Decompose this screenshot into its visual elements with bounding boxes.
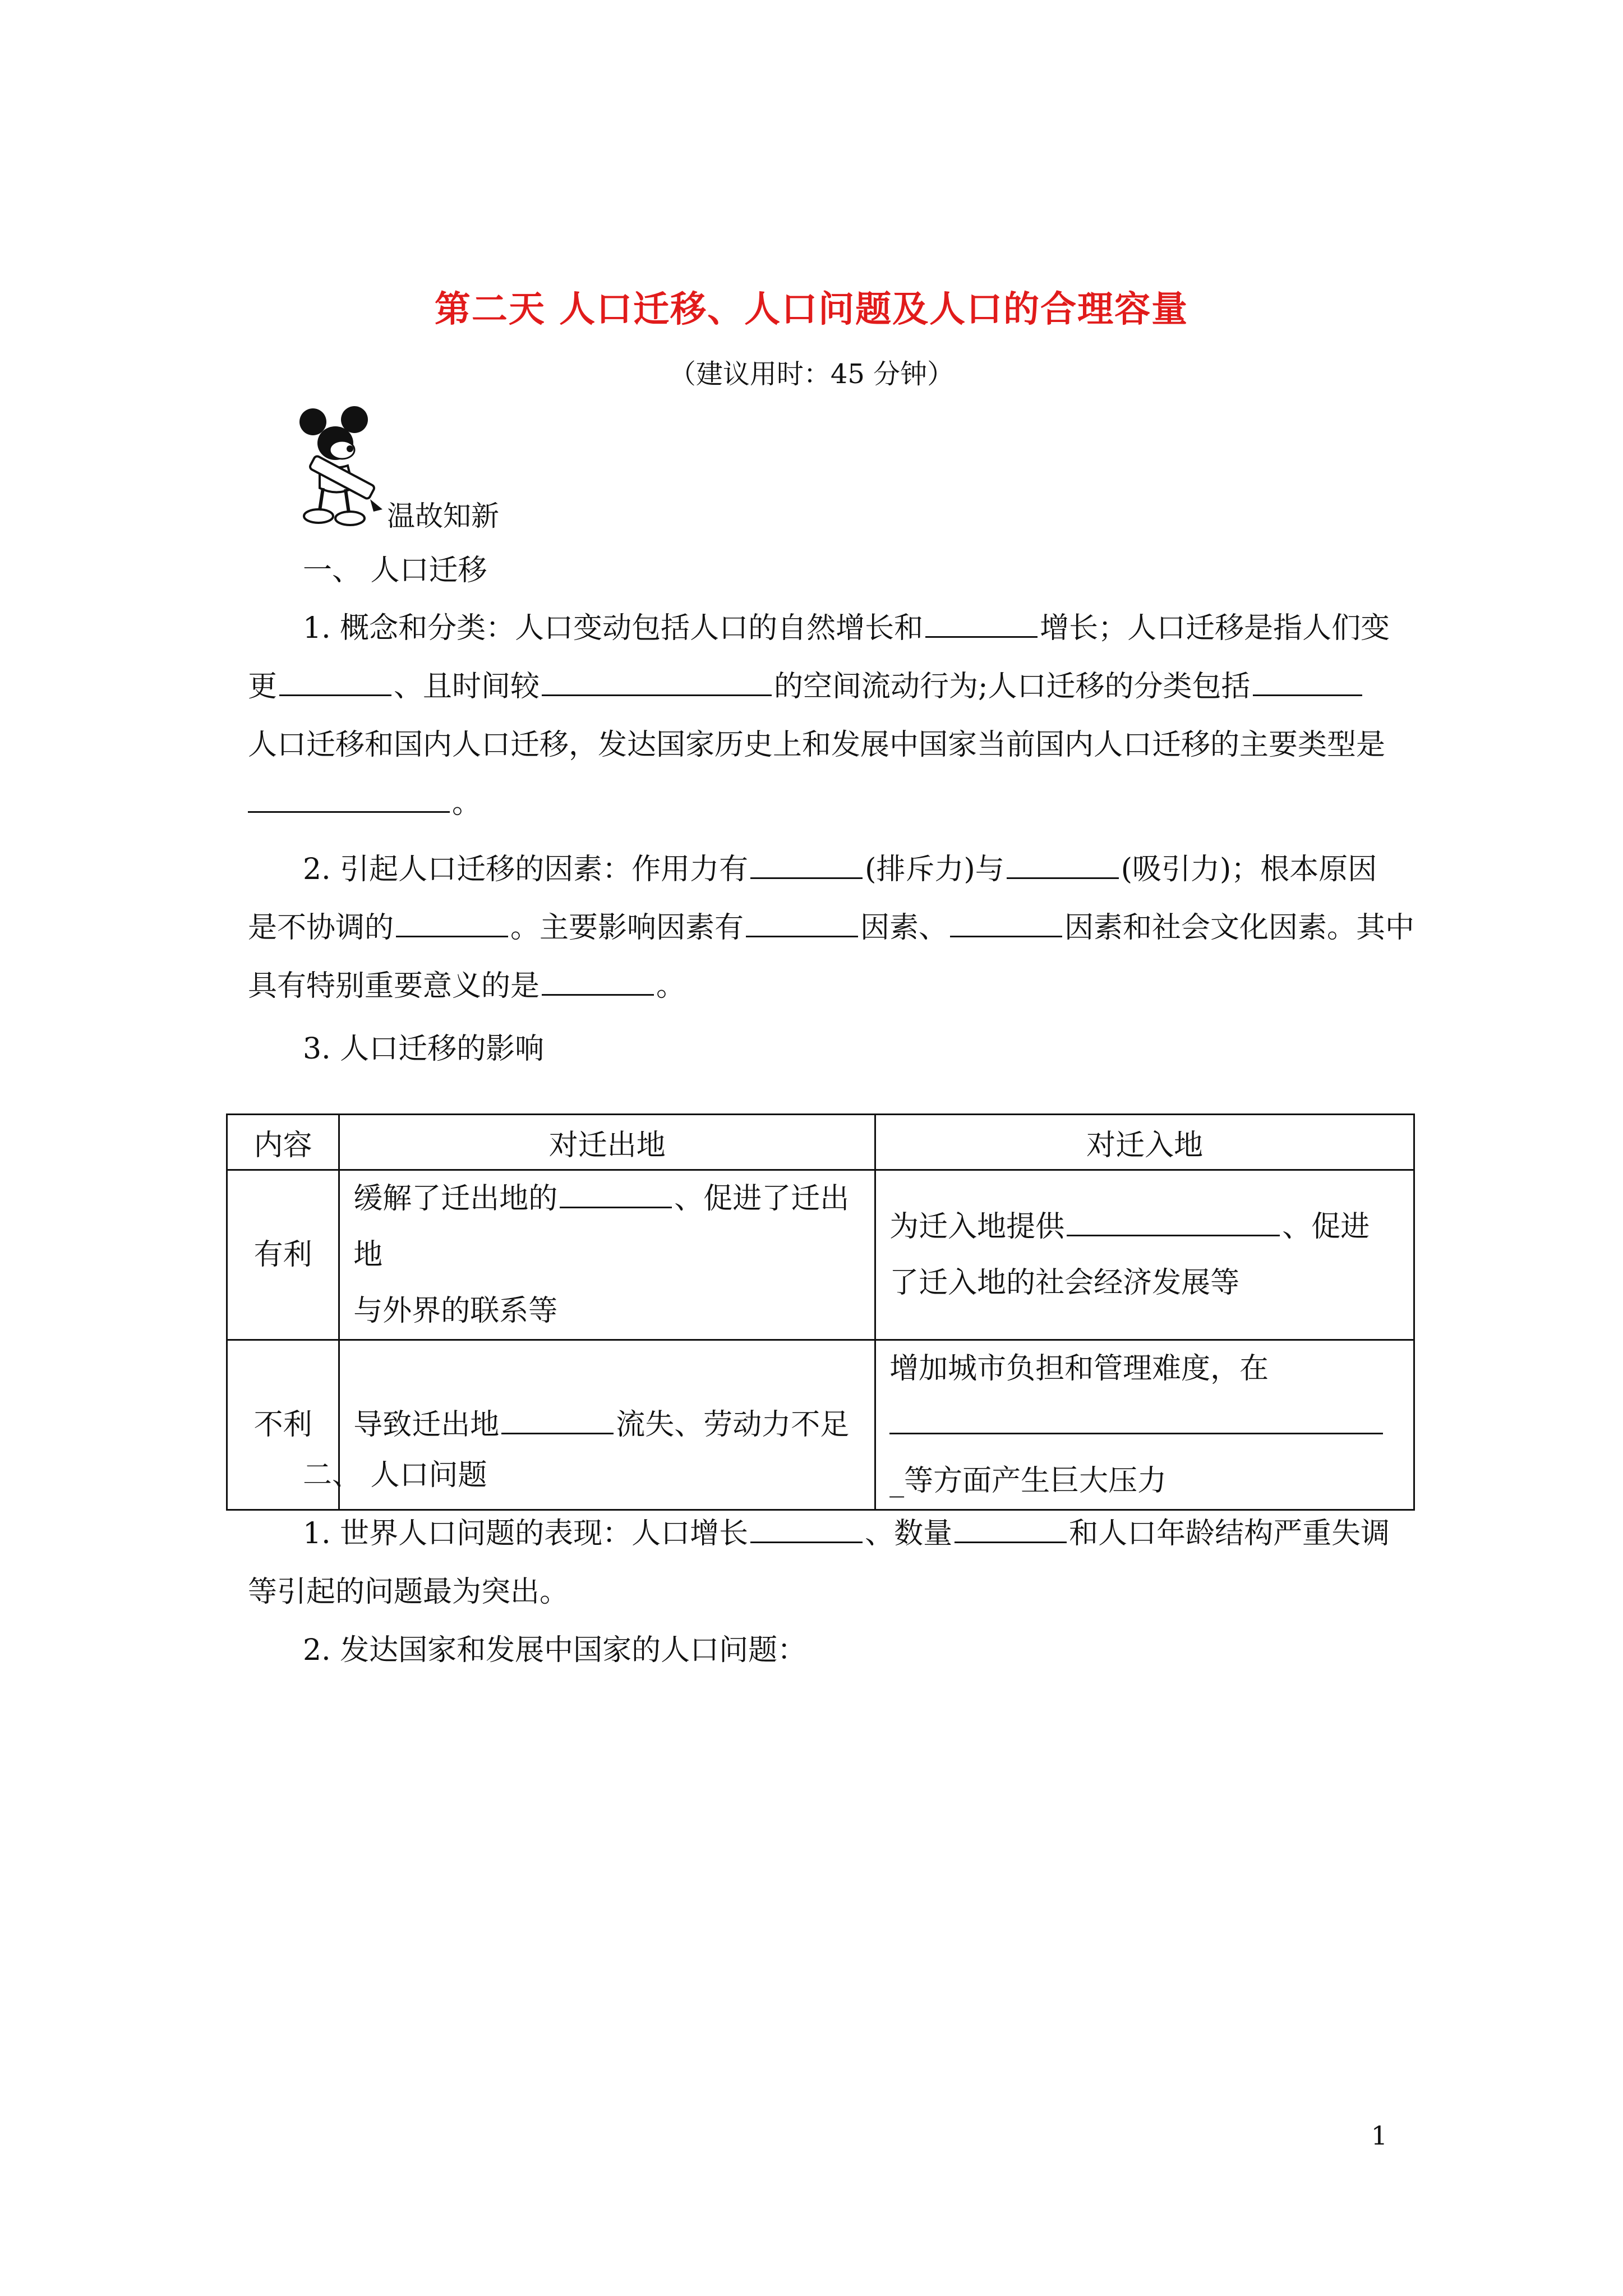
favorable-destination-cell: 为迁入地提供 、促进 了迁入地的社会经济发展等: [875, 1170, 1414, 1340]
part1-item1-line3: 人口迁移和国内人口迁移，发达国家历史上和发展中国家当前国内人口迁移的主要类型是: [248, 728, 1386, 762]
part1-item2-line1: 2. 引起人口迁移的因素：作用力有 (排斥力)与 (吸引力)；根本原因: [303, 840, 1377, 899]
fill-blank[interactable]: [248, 782, 450, 813]
fill-blank[interactable]: [396, 907, 508, 937]
page-number: 1: [1371, 2120, 1387, 2151]
fill-blank[interactable]: [542, 965, 654, 996]
row-label-favorable: 有利: [227, 1170, 339, 1340]
header-content: 内容: [227, 1115, 339, 1170]
unfavorable-origin-cell: 导致迁出地 流失、劳动力不足: [339, 1340, 875, 1510]
header-destination: 对迁入地: [875, 1115, 1414, 1170]
fill-blank[interactable]: [750, 1512, 863, 1543]
suggested-time: （建议用时：45 分钟）: [668, 358, 955, 390]
row-label-unfavorable: 不利: [227, 1340, 339, 1510]
part1-item1-line2: 更 、且时间较 的空间流动行为;人口迁移的分类包括: [248, 657, 1364, 716]
mascot-pencil-icon: [292, 404, 387, 527]
table-header-row: [227, 1115, 1414, 1170]
part1-item2-line2: 是不协调的 。主要影响因素有 因素、 因素和社会文化因素。其中: [248, 899, 1414, 957]
part1-item3: 3. 人口迁移的影响: [303, 1032, 545, 1066]
part2-heading: 二、 人口问题: [303, 1458, 487, 1492]
fill-blank[interactable]: [542, 665, 772, 696]
fill-blank[interactable]: [750, 848, 863, 879]
fill-blank[interactable]: [950, 907, 1062, 937]
fill-blank[interactable]: [1007, 848, 1119, 879]
part2-item1-line1: 1. 世界人口问题的表现：人口增长 、数量 和人口年龄结构严重失调: [303, 1504, 1390, 1563]
fill-blank[interactable]: [279, 665, 391, 696]
part1-item2-line3: 具有特别重要意义的是 。: [248, 957, 685, 1015]
fill-blank[interactable]: [889, 1404, 1383, 1434]
fill-blank[interactable]: [746, 907, 858, 937]
part1-item1-line4: 。: [248, 774, 481, 832]
part1-item1-line1: 1. 概念和分类：人口变动包括人口的自然增长和 增长；人口迁移是指人们变: [303, 599, 1390, 657]
part2-item1-line2: 等引起的问题最为突出。: [248, 1575, 569, 1609]
part2-item2: 2. 发达国家和发展中国家的人口问题：: [303, 1634, 807, 1667]
page-title: 第二天 人口迁移、人口问题及人口的合理容量: [434, 288, 1189, 330]
fill-blank[interactable]: [501, 1404, 614, 1434]
fill-blank[interactable]: [955, 1512, 1067, 1543]
section-label: 温故知新: [387, 500, 499, 532]
unfavorable-destination-cell: 增加城市负担和管理难度，在 _等方面产生巨大压力: [875, 1340, 1414, 1510]
part1-heading: 一、 人口迁移: [303, 554, 487, 587]
fill-blank[interactable]: [925, 607, 1038, 638]
favorable-origin-cell: 缓解了迁出地的 、促进了迁出地 与外界的联系等: [339, 1170, 875, 1340]
fill-blank[interactable]: [560, 1177, 672, 1208]
fill-blank[interactable]: [1067, 1205, 1280, 1236]
table-row: [227, 1170, 1414, 1340]
fill-blank[interactable]: [1253, 665, 1362, 696]
header-origin: 对迁出地: [339, 1115, 875, 1170]
